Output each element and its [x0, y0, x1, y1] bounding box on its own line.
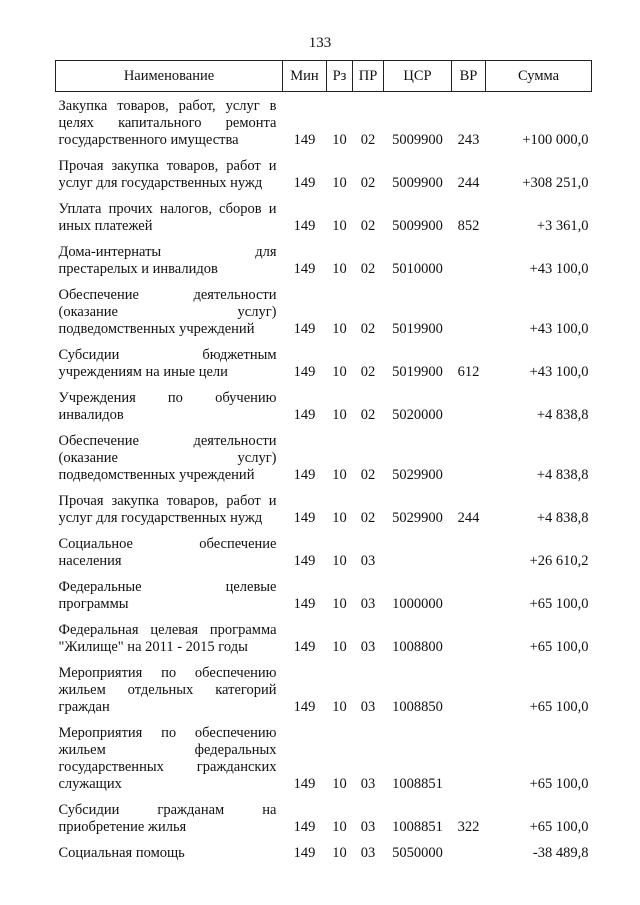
cell-csr: 1008851 — [392, 776, 443, 792]
table-body — [56, 92, 592, 866]
row-name-line: Социальное обеспечение — [58, 536, 277, 552]
header-pr: ПР — [353, 61, 384, 92]
header-row — [56, 61, 592, 92]
cell-sum: +65 100,0 — [529, 596, 589, 612]
cell-pr: 02 — [360, 261, 376, 277]
row-name-line: Мероприятия по обеспечению — [58, 665, 277, 681]
row-name — [56, 238, 283, 281]
header-min: Мин — [283, 61, 327, 92]
cell-min: 149 — [293, 261, 316, 277]
cell-vr — [452, 839, 486, 865]
cell-rz: 10 — [332, 699, 347, 715]
cell-min: 149 — [293, 467, 316, 483]
table-row — [56, 839, 592, 865]
row-name-line: программы — [58, 596, 129, 612]
cell-sum: +308 251,0 — [522, 175, 589, 191]
cell-min: 149 — [293, 845, 316, 861]
row-name-line: граждан — [58, 699, 110, 715]
header-name: Наименование — [56, 61, 283, 92]
row-name — [56, 719, 283, 796]
cell-vr — [452, 281, 486, 341]
row-name-line: (оказание услуг) — [58, 450, 277, 466]
row-name-line: целях капитального ремонта — [58, 115, 277, 131]
table-row — [56, 530, 592, 573]
cell-pr: 03 — [360, 845, 376, 861]
row-name-line: Социальная помощь — [58, 845, 185, 861]
row-name-line: государственных гражданских — [58, 759, 277, 775]
cell-pr: 03 — [360, 699, 376, 715]
cell-sum: +65 100,0 — [529, 776, 589, 792]
row-name — [56, 427, 283, 487]
cell-csr: 1008851 — [392, 819, 443, 835]
row-name-line: подведомственных учреждений — [58, 321, 255, 337]
cell-csr: 5029900 — [392, 467, 443, 483]
cell-sum: +26 610,2 — [529, 553, 589, 569]
row-name-line: Субсидии бюджетным — [58, 347, 277, 363]
cell-min: 149 — [293, 132, 316, 148]
cell-rz: 10 — [332, 639, 347, 655]
row-name-line: Прочая закупка товаров, работ и — [58, 493, 277, 509]
cell-pr: 02 — [360, 510, 376, 526]
cell-vr — [452, 427, 486, 487]
cell-pr: 03 — [360, 819, 376, 835]
table-row — [56, 384, 592, 427]
cell-sum: +43 100,0 — [529, 364, 589, 380]
row-name — [56, 487, 283, 530]
row-name-line: Прочая закупка товаров, работ и — [58, 158, 277, 174]
cell-csr: 5019900 — [392, 321, 443, 337]
row-name — [56, 573, 283, 616]
cell-rz: 10 — [332, 553, 347, 569]
row-name-line: Обеспечение деятельности — [58, 287, 277, 303]
table-row — [56, 487, 592, 530]
cell-csr: 5029900 — [392, 510, 443, 526]
cell-sum: -38 489,8 — [532, 845, 589, 861]
row-name — [56, 92, 283, 153]
cell-csr: 1008850 — [392, 699, 443, 715]
cell-sum: +4 838,8 — [536, 407, 589, 423]
row-name-line: престарелых и инвалидов — [58, 261, 218, 277]
cell-sum: +4 838,8 — [536, 467, 589, 483]
cell-min: 149 — [293, 510, 316, 526]
cell-csr: 5009900 — [392, 218, 443, 234]
table-row — [56, 616, 592, 659]
cell-rz: 10 — [332, 596, 347, 612]
table-row — [56, 281, 592, 341]
row-name-line: услуг для государственных нужд — [58, 510, 263, 526]
cell-vr — [452, 719, 486, 796]
cell-min: 149 — [293, 776, 316, 792]
cell-csr: 1008800 — [392, 639, 443, 655]
row-name-line: Дома-интернаты для — [58, 244, 277, 260]
cell-vr — [452, 616, 486, 659]
row-name — [56, 341, 283, 384]
cell-sum: +65 100,0 — [529, 819, 589, 835]
cell-sum: +65 100,0 — [529, 639, 589, 655]
cell-sum: +43 100,0 — [529, 321, 589, 337]
row-name-line: Субсидии гражданам на — [58, 802, 277, 818]
cell-vr: 852 — [457, 218, 480, 234]
header-sum: Сумма — [486, 61, 592, 92]
page-number: 133 — [308, 35, 332, 51]
row-name-line: услуг для государственных нужд — [58, 175, 263, 191]
table-row — [56, 427, 592, 487]
cell-pr: 03 — [360, 639, 376, 655]
cell-sum: +3 361,0 — [536, 218, 589, 234]
cell-sum: +43 100,0 — [529, 261, 589, 277]
cell-vr — [452, 384, 486, 427]
row-name-line: иных платежей — [58, 218, 153, 234]
cell-sum: +65 100,0 — [529, 699, 589, 715]
header-vr: ВР — [452, 61, 486, 92]
cell-min: 149 — [293, 175, 316, 191]
row-name — [56, 616, 283, 659]
table-row — [56, 238, 592, 281]
cell-vr: 612 — [457, 364, 480, 380]
cell-rz: 10 — [332, 467, 347, 483]
row-name-line: (оказание услуг) — [58, 304, 277, 320]
row-name-line: жильем отдельных категорий — [58, 682, 277, 698]
row-name — [56, 152, 283, 195]
cell-min: 149 — [293, 321, 316, 337]
table-row — [56, 341, 592, 384]
cell-vr: 322 — [457, 819, 480, 835]
table-row — [56, 195, 592, 238]
table-row — [56, 796, 592, 839]
table-row — [56, 92, 592, 153]
row-name-line: государственного имущества — [58, 132, 239, 148]
table-row — [56, 719, 592, 796]
cell-rz: 10 — [332, 175, 347, 191]
cell-min: 149 — [293, 553, 316, 569]
row-name — [56, 839, 283, 865]
cell-vr — [452, 530, 486, 573]
cell-pr: 02 — [360, 321, 376, 337]
row-name — [56, 384, 283, 427]
row-name-line: населения — [58, 553, 122, 569]
cell-min: 149 — [293, 407, 316, 423]
cell-min: 149 — [293, 218, 316, 234]
row-name-line: жильем федеральных — [58, 742, 277, 758]
cell-pr: 02 — [360, 467, 376, 483]
cell-pr: 02 — [360, 364, 376, 380]
table-row — [56, 152, 592, 195]
cell-csr — [384, 530, 452, 573]
row-name-line: инвалидов — [58, 407, 124, 423]
budget-table — [55, 60, 592, 865]
row-name-line: Федеральная целевая программа — [58, 622, 277, 638]
cell-rz: 10 — [332, 364, 347, 380]
cell-min: 149 — [293, 699, 316, 715]
cell-rz: 10 — [332, 218, 347, 234]
cell-rz: 10 — [332, 776, 347, 792]
table-row — [56, 659, 592, 719]
cell-rz: 10 — [332, 261, 347, 277]
cell-min: 149 — [293, 639, 316, 655]
row-name — [56, 195, 283, 238]
cell-pr: 02 — [360, 218, 376, 234]
cell-vr: 243 — [457, 132, 480, 148]
cell-csr: 5009900 — [392, 132, 443, 148]
cell-rz: 10 — [332, 845, 347, 861]
cell-rz: 10 — [332, 132, 347, 148]
row-name-line: Учреждения по обучению — [58, 390, 277, 406]
row-name-line: Закупка товаров, работ, услуг в — [58, 98, 277, 114]
cell-rz: 10 — [332, 321, 347, 337]
row-name — [56, 530, 283, 573]
row-name-line: приобретение жилья — [58, 819, 187, 835]
row-name-line: Федеральные целевые — [58, 579, 277, 595]
cell-sum: +100 000,0 — [522, 132, 589, 148]
cell-csr: 5010000 — [392, 261, 443, 277]
cell-rz: 10 — [332, 819, 347, 835]
header-csr: ЦСР — [384, 61, 452, 92]
cell-vr — [452, 573, 486, 616]
cell-vr: 244 — [457, 510, 480, 526]
header-rz: Рз — [327, 61, 353, 92]
cell-pr: 02 — [360, 132, 376, 148]
cell-sum: +4 838,8 — [536, 510, 589, 526]
row-name-line: Мероприятия по обеспечению — [58, 725, 277, 741]
cell-vr: 244 — [457, 175, 480, 191]
row-name — [56, 796, 283, 839]
cell-pr: 02 — [360, 175, 376, 191]
cell-vr — [452, 659, 486, 719]
cell-pr: 03 — [360, 776, 376, 792]
row-name-line: "Жилище" на 2011 - 2015 годы — [58, 639, 248, 655]
cell-min: 149 — [293, 596, 316, 612]
row-name-line: учреждениям на иные цели — [58, 364, 228, 380]
cell-vr — [452, 238, 486, 281]
row-name-line: Обеспечение деятельности — [58, 433, 277, 449]
row-name-line: подведомственных учреждений — [58, 467, 255, 483]
cell-min: 149 — [293, 364, 316, 380]
cell-csr: 5050000 — [392, 845, 443, 861]
row-name — [56, 281, 283, 341]
table-row — [56, 573, 592, 616]
cell-min: 149 — [293, 819, 316, 835]
cell-csr: 5020000 — [392, 407, 443, 423]
cell-pr: 02 — [360, 407, 376, 423]
cell-rz: 10 — [332, 407, 347, 423]
cell-csr: 1000000 — [392, 596, 443, 612]
cell-pr: 03 — [360, 553, 376, 569]
row-name-line: Уплата прочих налогов, сборов и — [58, 201, 277, 217]
cell-rz: 10 — [332, 510, 347, 526]
row-name — [56, 659, 283, 719]
cell-csr: 5019900 — [392, 364, 443, 380]
cell-csr: 5009900 — [392, 175, 443, 191]
cell-pr: 03 — [360, 596, 376, 612]
row-name-line: служащих — [58, 776, 122, 792]
